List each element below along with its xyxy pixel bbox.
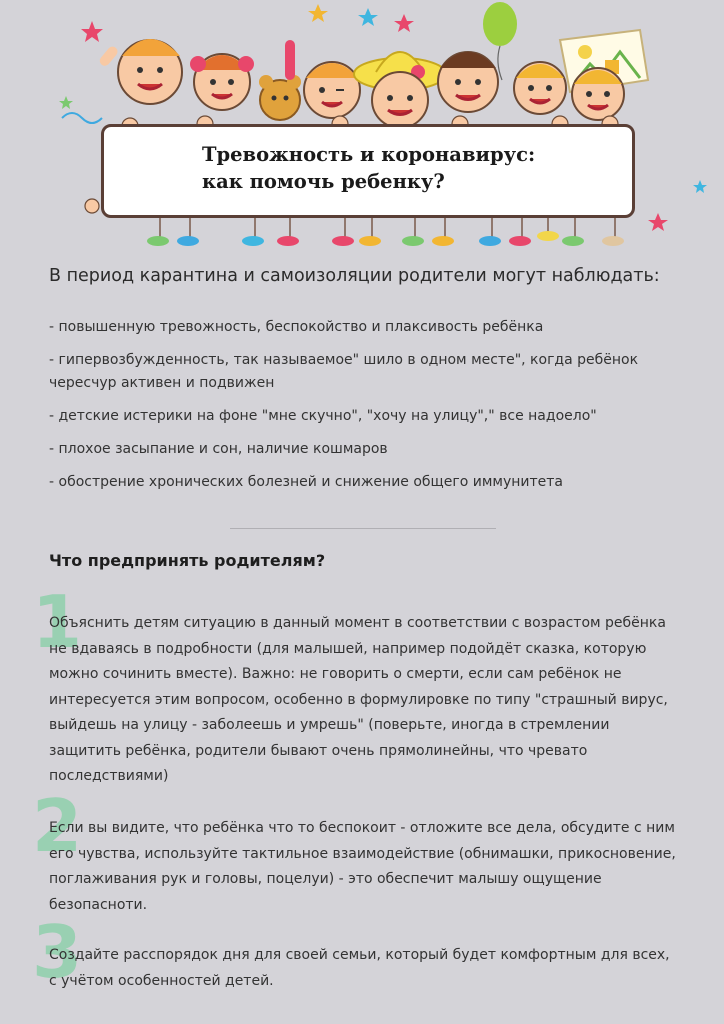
divider bbox=[230, 528, 496, 529]
bear-toy-icon bbox=[259, 75, 301, 120]
kid-face-icon bbox=[98, 39, 182, 104]
title-line-2: как помочь ребенку? bbox=[202, 170, 445, 193]
list-item: - детские истерики на фоне "мне скучно", "хочу на улицу"," все надоело" bbox=[49, 408, 597, 424]
kid-face-icon bbox=[572, 68, 624, 120]
step-text: Создайте расспорядок дня для своей семьи, который будет комфортным для всех, с учётом особенностей детей. bbox=[49, 947, 670, 989]
star-icon bbox=[59, 96, 73, 109]
step-number: 1 bbox=[32, 580, 83, 664]
title-line-1: Тревожность и коронавирус: bbox=[202, 143, 536, 166]
star-icon bbox=[81, 21, 103, 42]
step-number: 2 bbox=[32, 784, 83, 868]
step-text: Объяснить детям ситуацию в данный момент в соответствии с возрастом ребёнка не вдаваясь в подробности (для малышей, например подойдёт сказка, которую можно сочинить вместе). Важно: не говорить о смерти, если сам ребёнок не интересуется этим вопросом, особенно в формулировке по типу "страшный вирус, выйдешь на улицу - заболеешь и умрешь" (поверьте, иногда в стремлении защитить ребёнка, родители бывают очень прямолинейны, что чревато последствиями) bbox=[49, 615, 668, 784]
list-item: - плохое засыпание и сон, наличие кошмаров bbox=[49, 441, 388, 457]
kid-face-icon bbox=[354, 52, 446, 128]
symptoms-list bbox=[49, 316, 689, 494]
star-icon bbox=[308, 4, 328, 22]
section-title: Что предпринять родителям? bbox=[49, 551, 326, 570]
title-banner bbox=[101, 124, 635, 218]
intro-text: В период карантина и самоизоляции родители могут наблюдать: bbox=[49, 266, 660, 286]
kid-face-icon bbox=[514, 62, 566, 114]
step-number: 3 bbox=[32, 910, 83, 994]
star-icon bbox=[394, 14, 414, 32]
star-icon bbox=[358, 8, 378, 26]
list-item: - повышенную тревожность, беспокойство и плаксивость ребёнка bbox=[49, 319, 544, 335]
shoe-icon bbox=[147, 231, 624, 246]
page-title bbox=[202, 141, 535, 195]
step-text: Если вы видите, что ребёнка что то беспокоит - отложите все дела, обсудите с ним его чувства, используйте тактильное взаимодействие (обнимашки, прикосновение, поглаживания рук и головы, поцелуи) - это обеспечит малышу ощущение безопасноти. bbox=[49, 820, 676, 913]
list-item: - обострение хронических болезней и снижение общего иммунитета bbox=[49, 474, 563, 490]
kid-face-icon bbox=[190, 54, 254, 110]
star-icon bbox=[693, 180, 707, 193]
star-icon bbox=[648, 213, 668, 231]
kid-face-icon bbox=[438, 52, 498, 112]
list-item: - гипервозбужденность, так называемое" шило в одном месте", когда ребёнок чересчур активен и подвижен bbox=[49, 352, 639, 391]
